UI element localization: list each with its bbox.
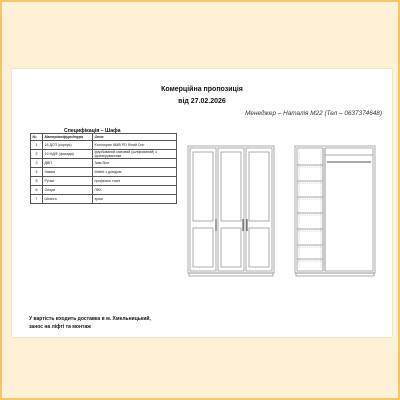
door-left-upper-panel xyxy=(193,152,213,221)
row-material: Завіси xyxy=(43,168,93,177)
row-material: 19 МДФ (фасади) xyxy=(43,150,93,159)
row-number: 2 xyxy=(31,150,43,159)
document-date: від 27.02.2026 xyxy=(178,98,226,105)
door-right xyxy=(246,148,272,271)
front-outline xyxy=(188,146,274,273)
row-description: Kronospan 8685 PD білий Сніг xyxy=(93,141,177,150)
row-number: 6 xyxy=(31,186,43,195)
wardrobe-interior-view xyxy=(295,146,375,276)
row-description: 3мм біле xyxy=(93,159,177,168)
front-plinth xyxy=(189,273,273,276)
door-left xyxy=(190,148,216,271)
spec-caption: Специфікація – Шафа xyxy=(64,128,121,134)
interior-plinth xyxy=(296,273,374,276)
row-material: Ручки xyxy=(43,177,93,186)
manager-contact: Менеджер – Наталія М22 (Тел – 0637374648) xyxy=(245,110,382,117)
spec-header-description: Опис xyxy=(93,134,177,141)
interior-shelf-section xyxy=(297,148,323,271)
document-title: Комерційна пропозиція xyxy=(161,86,243,93)
row-number: 3 xyxy=(31,159,43,168)
row-number: 7 xyxy=(31,195,43,204)
row-material: 18 ДСП (корпус) xyxy=(43,141,93,150)
door-middle xyxy=(218,148,244,271)
door-right-upper-panel xyxy=(249,152,269,221)
row-description: Mattel з довідом xyxy=(93,168,177,177)
row-number: 5 xyxy=(31,177,43,186)
delivery-note xyxy=(29,315,151,331)
door-right-lower-panel xyxy=(249,228,269,267)
row-material: ДВП xyxy=(43,159,93,168)
door-middle-lower-panel xyxy=(221,228,241,267)
row-material: Опори xyxy=(43,186,93,195)
door-left-lower-panel xyxy=(193,228,213,267)
row-number: 4 xyxy=(31,168,43,177)
row-description: хром xyxy=(93,195,177,204)
wardrobe-drawings xyxy=(12,69,392,337)
wardrobe-front-view xyxy=(188,146,274,276)
door-middle-upper-panel xyxy=(221,152,241,221)
row-description: ПВХ xyxy=(93,186,177,195)
interior-hanging-section xyxy=(325,148,373,271)
row-description: фарбований матовий (шліфований) з фрезеруванням xyxy=(93,150,177,159)
delivery-note-line-2: занос на ліфті та монтаж xyxy=(29,324,91,330)
row-material: Штанга xyxy=(43,195,93,204)
spec-header-material: Матеріал/фурнітура xyxy=(43,134,93,141)
row-description: профільні тисні xyxy=(93,177,177,186)
spec-header-number: № xyxy=(31,134,43,141)
delivery-note-line-1: У вартість входить доставка в м. Хмельницький, xyxy=(29,316,151,322)
row-number: 1 xyxy=(31,141,43,150)
document-page xyxy=(12,69,392,337)
